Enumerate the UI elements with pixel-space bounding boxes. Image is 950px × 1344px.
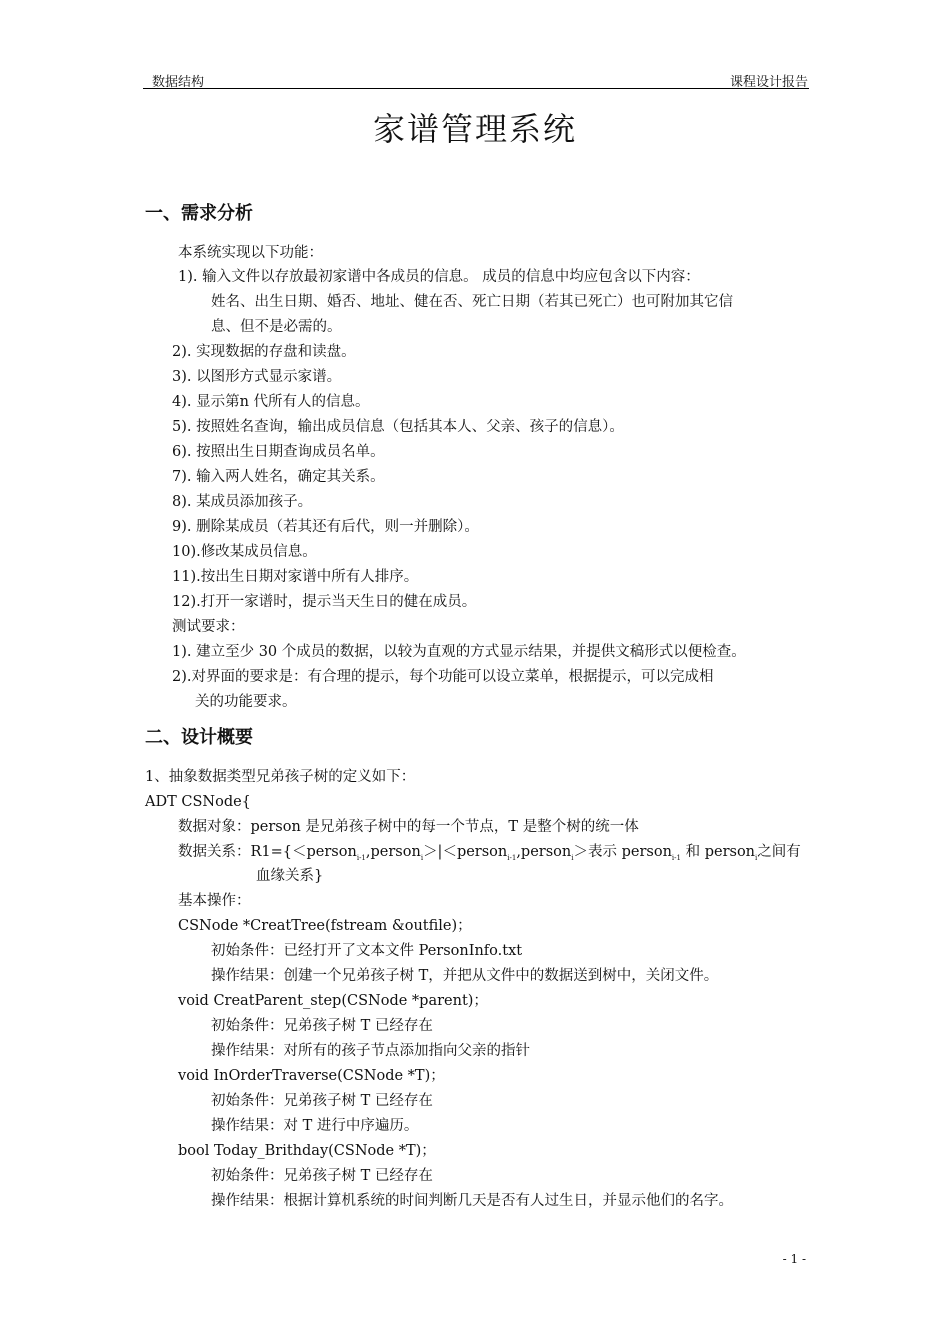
precondition: 初始条件：兄弟孩子树 T 已经存在 (211, 1168, 433, 1184)
list-item: 1). 建立至少 30 个成员的数据，以较为直观的方式显示结果，并提供文稿形式以便检查。 (172, 644, 746, 660)
relation-text: 和 person (680, 844, 756, 860)
intro-line: 本系统实现以下功能： (178, 245, 323, 261)
design-line: ADT CSNode{ (145, 794, 251, 810)
design-line: 数据对象：person 是兄弟孩子树中的每一个节点，T 是整个树的统一体 (178, 819, 639, 835)
list-item: 11).按出生日期对家谱中所有人排序。 (172, 569, 419, 585)
design-line: 血缘关系} (256, 868, 324, 884)
precondition: 初始条件：兄弟孩子树 T 已经存在 (211, 1018, 433, 1034)
list-item: 8). 某成员添加孩子。 (172, 494, 313, 510)
list-item: 2).对界面的要求是：有合理的提示，每个功能可以设立菜单，根据提示，可以完成相 (172, 669, 714, 685)
relation-text: ,person (516, 844, 572, 860)
subscript: i (420, 854, 424, 862)
test-requirements-label: 测试要求： (172, 619, 245, 635)
subscript: i-1 (507, 854, 517, 862)
list-item: 5). 按照姓名查询，输出成员信息（包括其本人、父亲、孩子的信息）。 (172, 419, 624, 435)
section-heading-requirements: 一、需求分析 (145, 203, 253, 224)
relation-text: ＞|＜person (423, 844, 508, 860)
function-signature: CSNode *CreatTree(fstream &outfile)； (178, 918, 472, 934)
list-item: 10).修改某成员信息。 (172, 544, 317, 560)
list-item: 关的功能要求。 (195, 694, 297, 710)
list-item: 1). 输入文件以存放最初家谱中各成员的信息。 成员的信息中均应包含以下内容： (178, 269, 700, 285)
subscript: i-1 (356, 854, 366, 862)
list-item: 4). 显示第n 代所有人的信息。 (172, 394, 370, 410)
function-signature: void CreatParent_step(CSNode *parent)； (178, 993, 488, 1009)
relation-line (178, 842, 801, 864)
subscript: i-1 (671, 854, 681, 862)
function-signature: bool Today_Brithday(CSNode *T)； (178, 1143, 436, 1159)
list-item: 6). 按照出生日期查询成员名单。 (172, 444, 385, 460)
postcondition: 操作结果：根据计算机系统的时间判断几天是否有人过生日，并显示他们的名字。 (211, 1193, 733, 1209)
list-item: 12).打开一家谱时，提示当天生日的健在成员。 (172, 594, 477, 610)
list-item: 姓名、出生日期、婚否、地址、健在否、死亡日期（若其已死亡）也可附加其它信 (211, 294, 733, 310)
section-heading-design: 二、设计概要 (145, 727, 253, 748)
design-line: 基本操作： (178, 893, 251, 909)
list-item: 2). 实现数据的存盘和读盘。 (172, 344, 356, 360)
subscript: i (755, 854, 758, 862)
postcondition: 操作结果：对所有的孩子节点添加指向父亲的指针 (211, 1043, 530, 1059)
page-title: 家谱管理系统 (372, 110, 577, 148)
relation-text: ,person (365, 844, 421, 860)
list-item: 7). 输入两人姓名，确定其关系。 (172, 469, 385, 485)
relation-text: 之间有 (757, 844, 801, 860)
list-item: 3). 以图形方式显示家谱。 (172, 369, 342, 385)
precondition: 初始条件：已经打开了文本文件 PersonInfo.txt (211, 943, 523, 959)
function-signature: void InOrderTraverse(CSNode *T)； (178, 1068, 445, 1084)
header-course: 数据结构 (152, 75, 205, 90)
subscript: i (571, 854, 574, 862)
relation-text: ＞表示 person (573, 844, 672, 860)
list-item: 9). 删除某成员（若其还有后代，则一并删除）。 (172, 519, 479, 535)
postcondition: 操作结果：对 T 进行中序遍历。 (211, 1118, 419, 1134)
list-item: 息、但不是必需的。 (211, 319, 342, 335)
precondition: 初始条件：兄弟孩子树 T 已经存在 (211, 1093, 433, 1109)
relation-text: 数据关系：R1={＜person (178, 844, 357, 860)
page-number: - 1 - (782, 1252, 806, 1266)
postcondition: 操作结果：创建一个兄弟孩子树 T，并把从文件中的数据送到树中，关闭文件。 (211, 968, 719, 984)
header-report-type: 课程设计报告 (729, 75, 808, 90)
design-line: 1、抽象数据类型兄弟孩子树的定义如下： (145, 769, 416, 785)
header-rule (143, 88, 809, 89)
